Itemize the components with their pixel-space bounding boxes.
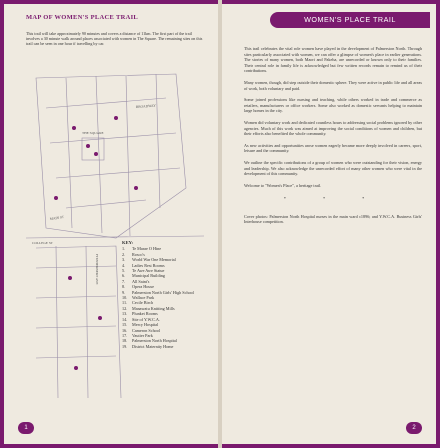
paragraph: As new activities and opportunities arose women eagerly became more deeply involved in careers, sport, leisure and the community. [244,142,422,154]
paragraph: We outline the specific contributions of a group of women who were outstanding for their vision, energy and leadership. We also acknowledge the unrecorded effort of many other women who were vital in the development of this community. [244,159,422,177]
intro-text: This trail will take approximately 90 minutes and covers a distance of 11km. The first part of the trail involves a 30 minute walk around places associated with women in The Square. The remaining sites on this trail can be seen in one hour if travelling by car. [26,31,203,47]
key-item: 6. Municipal Building [122,273,165,279]
key-item: 7. All Saint's [122,278,150,284]
key-item: 9. Palmerston North Girls' High School [122,289,194,295]
key-title: KEY: [122,240,134,245]
paragraph: Many women, though, did step outside their domestic sphere. They were active in public life and all areas of work, both voluntary and paid. [244,79,422,91]
key-item: 3. World War One Memorial [122,257,176,263]
key-item: 18. Palmerston North Hospital [122,338,177,344]
map-key [122,240,212,349]
key-item: 13. Plunket Rooms [122,311,158,317]
key-item: 14. Site of Y.W.C.A. [122,316,160,322]
paragraph: Welcome to "Women's Place", a heritage trail. [244,182,322,188]
left-page [4,4,218,444]
key-item: 12. Manawatu Knitting Mills [122,305,175,311]
key-item: 16. Cameron School [122,327,161,333]
paragraph: Women did voluntary work and dedicated countless hours to addressing social problems ignored by other agencies. Much of this work was aimed at improving the social conditions of women and children, but their efforts also benefited the whole community. [244,119,422,137]
right-page [222,4,436,444]
key-item: 11. Cecile Birch [122,300,154,306]
map-title: MAP OF WOMEN'S PLACE TRAIL [26,14,139,21]
photo-caption: Cover photos: Palmerston North Hospital nurses in the main ward c1896; and Y.W.C.A. Business Girls' Interhouse competition. [244,213,422,225]
key-item: 2. Rosco's [122,251,145,257]
page-number-2: 2 [406,422,422,434]
key-item: 17. Vautier Park [122,332,153,338]
paragraph: This trail celebrates the vital role women have played in the development of Palmerston North. Through sites particularly associated with women, we can offer a glimpse of women's place in earlier generations. The stories of many women, both Maori and Pakeha, are unrecorded or known only to their families. Their central role in family life is acknowledged but few written records remain to remind us of their contributions. [244,46,422,74]
paragraph: Some joined professions like nursing and teaching, while others worked in trade and commerce as retailers, manufacturers or office workers. Some also worked as domestic servants helping to maintain large homes in the city. [244,97,422,114]
map-label-college-st: COLLEGE ST [32,241,53,245]
star-divider: * * * [283,196,383,202]
key-item: 5. Te Awe Awe Statue [122,268,165,274]
key-item: 19. District Maternity Home [122,343,174,349]
key-item: 10. Wallace Park [122,295,155,301]
map-label-main-st: MAIN ST [49,215,65,221]
map-label-square: THE SQUARE [82,131,104,135]
key-item: 15. Mercy Hospital [122,322,159,328]
key-item: 1. Te Marae O Hine [122,246,162,252]
page-number-1: 1 [18,422,34,434]
map-label-broadway: BROADWAY [135,103,156,109]
article-body [244,46,422,231]
key-item: 8. Opera House [122,284,154,290]
key-list [122,246,212,349]
trail-map [26,68,204,408]
key-item: 4. Ladies Rest Rooms [122,262,165,268]
street-grid [26,74,204,398]
map-label-fitzherbert: FITZHERBERT AVE [95,254,99,285]
trail-banner: WOMEN'S PLACE TRAIL [270,12,430,28]
